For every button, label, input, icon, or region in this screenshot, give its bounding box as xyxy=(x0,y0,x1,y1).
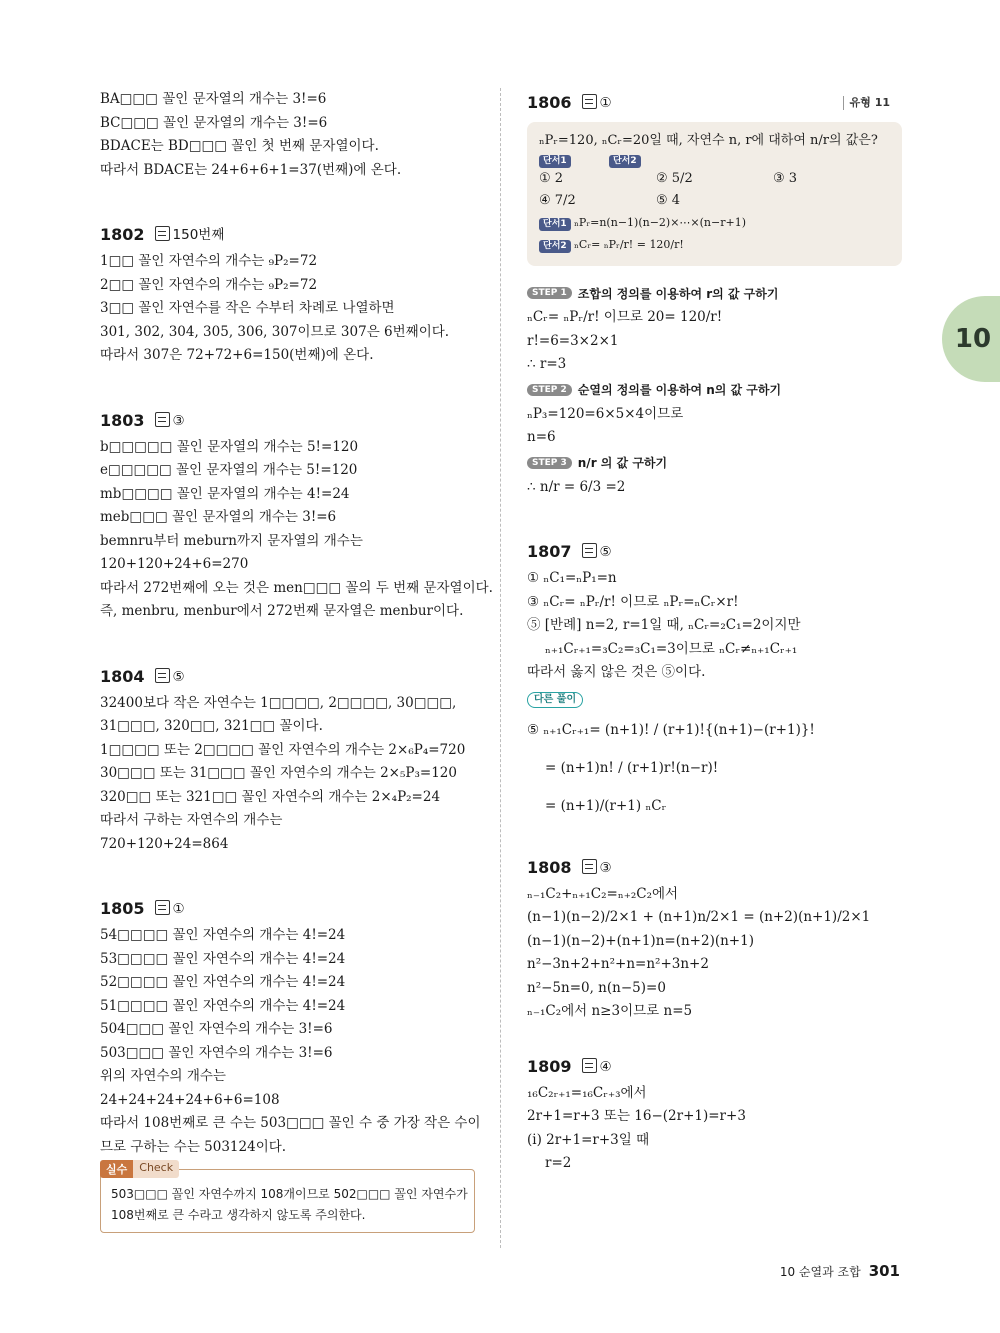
problem-number: 1809 xyxy=(527,1056,572,1076)
solution-line: 따라서 구하는 자연수의 개수는 xyxy=(100,812,283,828)
solution-line: 므로 구하는 수는 503124이다. xyxy=(100,1138,287,1155)
problem-number: 1806 xyxy=(527,93,572,112)
alt-solution-line: ⑤ ₙ₊₁Cᵣ₊₁= (n+1)! / (r+1)!{(n+1)−(r+1)}! xyxy=(527,721,815,738)
alt-solution-line: = (n+1)/(r+1) ₙCᵣ xyxy=(545,797,667,814)
step2-heading: STEP 2 순열의 정의를 이용하여 n의 값 구하기 xyxy=(527,377,902,403)
chapter-side-tab: 10 xyxy=(942,296,1000,382)
solution-line: BC□□□ 꼴인 문자열의 개수는 3!=6 xyxy=(100,114,328,131)
solution-line: 2□□ 꼴인 자연수의 개수는 ₉P₂=72 xyxy=(100,276,318,293)
option-3: ③ 3 xyxy=(773,171,798,186)
problem-number: 1803 xyxy=(100,410,145,430)
problem-number: 1808 xyxy=(527,857,572,877)
solution-line: ③ ₙCᵣ= ₙPᵣ/r! 이므로 ₙPᵣ=ₙCᵣ×r! xyxy=(527,593,739,610)
solution-line: bemnru부터 meburn까지 문자열의 개수는 xyxy=(100,532,363,549)
answer: ③ xyxy=(172,412,185,429)
solution-line: 따라서 108번째로 큰 수는 503□□□ 꼴인 수 중 가장 작은 수이 xyxy=(100,1115,481,1131)
problem-1803-header xyxy=(100,406,475,436)
answer-icon xyxy=(582,859,597,874)
solution-line: BDACE는 BD□□□ 꼴인 첫 번째 문자열이다. xyxy=(100,138,379,154)
solution-line: ₁₆C₂ᵣ₊₁=₁₆Cᵣ₊₃에서 xyxy=(527,1084,647,1101)
solution-line: 720+120+24=864 xyxy=(100,835,229,852)
alt-solution-line: = (n+1)n! / (r+1)r!(n−r)! xyxy=(545,759,719,776)
answer-icon xyxy=(155,668,170,683)
solution-line: 503□□□ 꼴인 자연수의 개수는 3!=6 xyxy=(100,1044,333,1061)
option-4: ④ 7/2 xyxy=(539,193,576,208)
page-footer xyxy=(780,1262,900,1280)
hint2-badge: 단서2 xyxy=(609,155,641,168)
chapter-title: 10 순열과 조합 xyxy=(779,1265,861,1279)
right-column xyxy=(527,88,902,1176)
solution-line: 따라서 307은 72+72+6=150(번째)에 온다. xyxy=(100,347,374,363)
problem-number: 1807 xyxy=(527,542,572,561)
solution-line: ∴ n/r = 6/3 =2 xyxy=(527,478,626,495)
solution-line: 31□□□, 320□□, 321□□ 꼴이다. xyxy=(100,718,323,734)
solution-line: mb□□□□ 꼴인 문자열의 개수는 4!=24 xyxy=(100,485,350,502)
answer-icon xyxy=(155,412,170,427)
solution-line: 32400보다 작은 자연수는 1□□□□, 2□□□□, 30□□□, xyxy=(100,694,457,711)
hint1-badge-2: 단서1 xyxy=(539,218,571,231)
solution-line: ₙP₃=120=6×5×4이므로 xyxy=(527,405,684,422)
solution-line: (i) 2r+1=r+3일 때 xyxy=(527,1131,650,1148)
answer-icon xyxy=(582,94,597,109)
type-tag: 유형 11 xyxy=(843,96,890,110)
mistake-check-box xyxy=(100,1161,475,1233)
solution-line: meb□□□ 꼴인 문자열의 개수는 3!=6 xyxy=(100,509,337,525)
page-number: 301 xyxy=(868,1262,900,1280)
option-5: ⑤ 4 xyxy=(656,193,681,208)
solution-line: 53□□□□ 꼴인 자연수의 개수는 4!=24 xyxy=(100,950,346,967)
solution-line: ∴ r=3 xyxy=(527,356,567,372)
answer-icon xyxy=(155,226,170,241)
solution-line: 따라서 옳지 않은 것은 ⑤이다. xyxy=(527,664,706,680)
solution-line: 301, 302, 304, 305, 306, 307이므로 307은 6번째이다. xyxy=(100,323,450,340)
solution-line: 따라서 272번째에 오는 것은 men□□□ 꼴의 두 번째 문자열이다. xyxy=(100,579,493,596)
problem-1805-header xyxy=(100,894,475,924)
solution-line: ₙ₊₁Cᵣ₊₁=₃C₂=₃C₁=3이므로 ₙCᵣ≠ₙ₊₁Cᵣ₊₁ xyxy=(545,640,798,657)
solution-line: 즉, menbru, menbur에서 272번째 문자열은 menbur이다. xyxy=(100,603,464,619)
solution-line: 1□□ 꼴인 자연수의 개수는 ₉P₂=72 xyxy=(100,253,318,269)
solution-line: 320□□ 또는 321□□ 꼴인 자연수의 개수는 2×₄P₂=24 xyxy=(100,788,441,805)
solution-line: (n−1)(n−2)+(n+1)n=(n+2)(n+1) xyxy=(527,932,754,949)
problem-number: 1802 xyxy=(100,225,145,244)
solution-line: 1□□□□ 또는 2□□□□ 꼴인 자연수의 개수는 2×₆P₄=720 xyxy=(100,741,466,758)
option-2: ② 5/2 xyxy=(656,171,693,186)
solution-line: 2r+1=r+3 또는 16−(2r+1)=r+3 xyxy=(527,1108,746,1124)
options-row-1 xyxy=(539,168,890,190)
solution-line: 504□□□ 꼴인 자연수의 개수는 3!=6 xyxy=(100,1021,333,1037)
hint2-badge-2: 단서2 xyxy=(539,240,571,253)
question-text: ₙPᵣ=120, ₙCᵣ=20일 때, 자연수 n, r에 대하여 n/r의 값은? xyxy=(539,133,878,148)
answer: 150번째 xyxy=(172,227,225,243)
answer: ① xyxy=(172,901,185,917)
solution-line: ₙCᵣ= ₙPᵣ/r! 이므로 20= 120/r! xyxy=(527,309,723,325)
step1-heading: STEP 1 조합의 정의를 이용하여 r의 값 구하기 xyxy=(527,280,902,306)
solution-line: b□□□□□ 꼴인 문자열의 개수는 5!=120 xyxy=(100,438,359,455)
check-line: 108번째로 큰 수라고 생각하지 않도록 주의한다. xyxy=(111,1208,366,1222)
solution-line: e□□□□□ 꼴인 문자열의 개수는 5!=120 xyxy=(100,462,358,478)
solution-line: 52□□□□ 꼴인 자연수의 개수는 4!=24 xyxy=(100,974,346,990)
hint1-badge: 단서1 xyxy=(539,155,571,168)
answer-icon xyxy=(582,1058,597,1073)
solution-line: 3□□ 꼴인 자연수를 작은 수부터 차례로 나열하면 xyxy=(100,300,395,316)
solution-line: 위의 자연수의 개수는 xyxy=(100,1068,226,1084)
solution-line: 120+120+24+6=270 xyxy=(100,556,249,572)
answer: ① xyxy=(599,95,612,111)
solution-line: ① ₙC₁=ₙP₁=n xyxy=(527,570,617,586)
solution-line: BA□□□ 꼴인 문자열의 개수는 3!=6 xyxy=(100,91,327,107)
solution-line: r=2 xyxy=(545,1155,572,1171)
problem-1802-header xyxy=(100,220,475,250)
answer: ⑤ xyxy=(172,668,185,685)
solution-line: n²−3n+2+n²+n=n²+3n+2 xyxy=(527,956,709,972)
answer: ④ xyxy=(599,1058,612,1075)
problem-1807-header xyxy=(527,537,902,567)
problem-1806-header xyxy=(527,88,902,118)
solution-line: ₙ₋₁C₂+ₙ₊₁C₂=ₙ₊₂C₂에서 xyxy=(527,885,679,902)
options-row-2 xyxy=(539,190,890,212)
problem-number: 1804 xyxy=(100,666,145,686)
solution-line: 따라서 BDACE는 24+6+6+1=37(번째)에 온다. xyxy=(100,161,402,178)
solution-line: 51□□□□ 꼴인 자연수의 개수는 4!=24 xyxy=(100,997,346,1014)
solution-line: 30□□□ 또는 31□□□ 꼴인 자연수의 개수는 2×₅P₃=120 xyxy=(100,765,457,781)
problem-1804-header xyxy=(100,662,475,692)
solution-line: 54□□□□ 꼴인 자연수의 개수는 4!=24 xyxy=(100,927,346,943)
solution-line: 24+24+24+24+6+6=108 xyxy=(100,1091,280,1108)
hint2-text: ₙCᵣ= ₙPᵣ/r! = 120/r! xyxy=(574,238,684,251)
solution-line: n=6 xyxy=(527,429,556,445)
check-line: 503□□□ 꼴인 자연수까지 108개이므로 502□□□ 꼴인 자연수가 xyxy=(111,1187,468,1201)
check-tag: 실수 Check xyxy=(100,1160,179,1178)
answer: ③ xyxy=(599,859,612,876)
problem-1808-header xyxy=(527,853,902,883)
answer-icon xyxy=(155,900,170,915)
solution-line: n²−5n=0, n(n−5)=0 xyxy=(527,979,666,996)
alt-solution-badge: 다른 풀이 xyxy=(527,692,583,708)
problem-number: 1805 xyxy=(100,899,145,918)
answer-icon xyxy=(582,543,597,558)
left-column xyxy=(100,88,493,1233)
step3-heading: STEP 3 n/r 의 값 구하기 xyxy=(527,450,902,476)
solution-line: ⑤ [반례] n=2, r=1일 때, ₙCᵣ=₂C₁=2이지만 xyxy=(527,617,801,633)
answer: ⑤ xyxy=(599,544,612,560)
question-box xyxy=(527,122,902,266)
option-1: ① 2 xyxy=(539,171,564,186)
solution-line: ₙ₋₁C₂에서 n≥3이므로 n=5 xyxy=(527,1003,693,1019)
problem-1809-header xyxy=(527,1052,902,1082)
solution-line: r!=6=3×2×1 xyxy=(527,332,619,349)
column-divider xyxy=(500,88,501,1248)
solution-line: (n−1)(n−2)/2×1 + (n+1)n/2×1 = (n+2)(n+1)/2×1 xyxy=(527,909,871,925)
hint1-text: ₙPᵣ=n(n−1)(n−2)×⋯×(n−r+1) xyxy=(574,216,746,229)
